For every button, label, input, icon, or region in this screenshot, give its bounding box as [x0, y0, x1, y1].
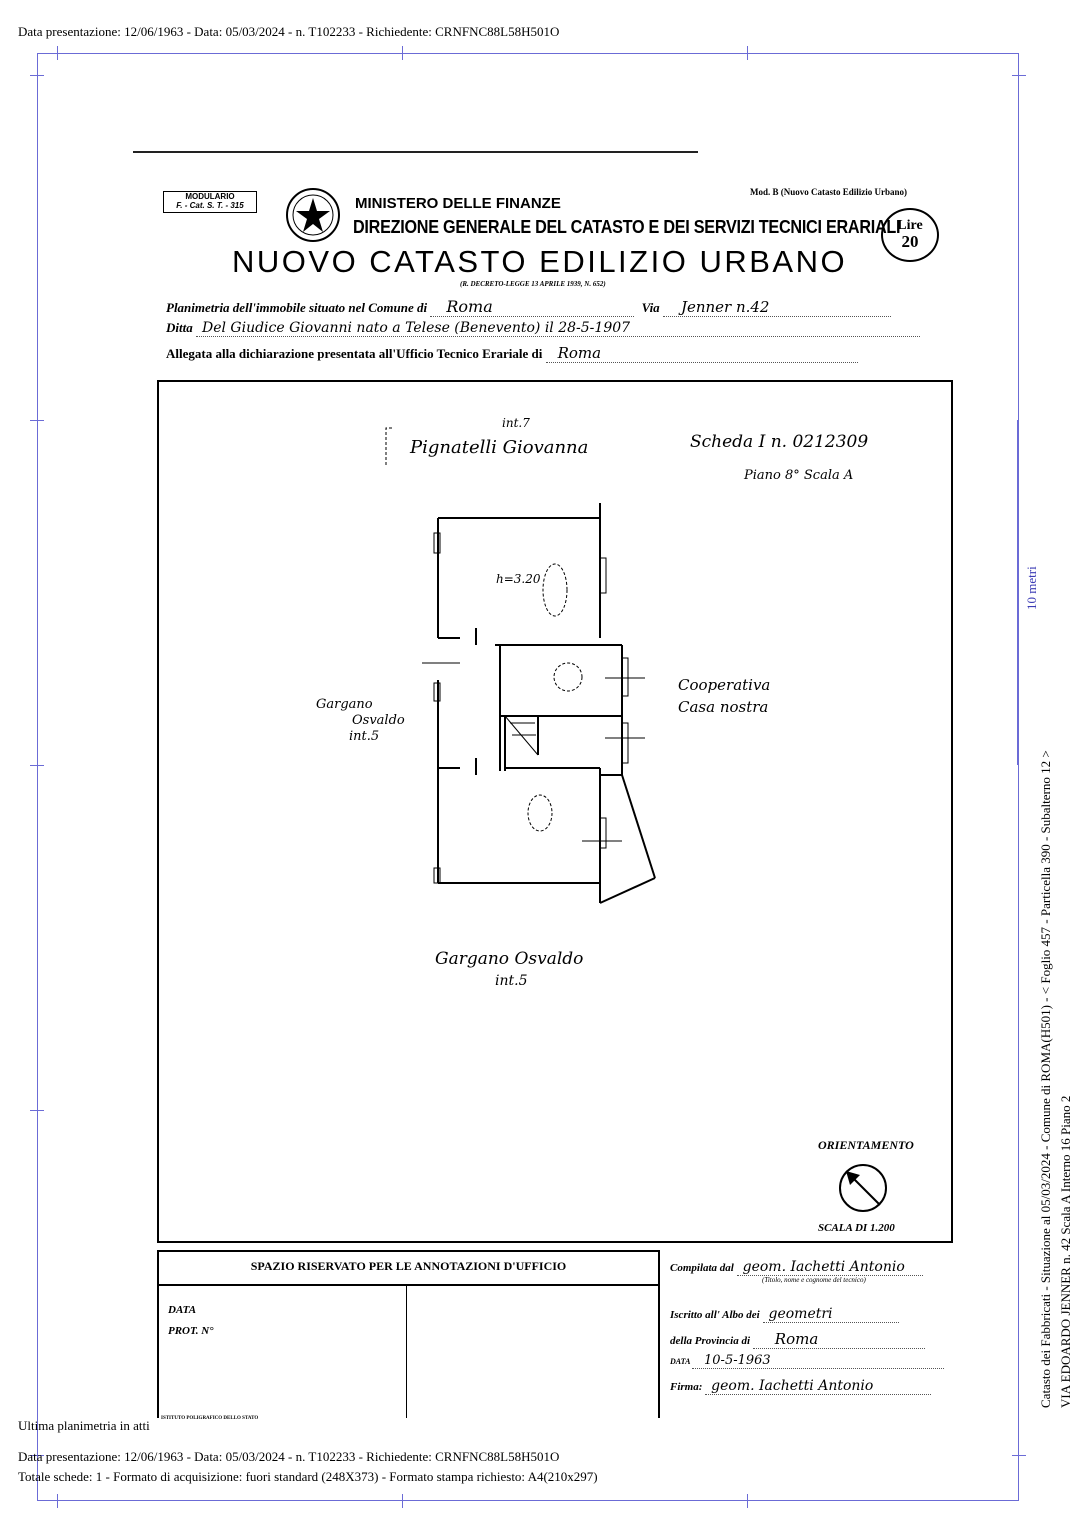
frame-tick	[1012, 75, 1026, 76]
price-value: 20	[901, 232, 919, 251]
emblem-icon	[284, 186, 342, 244]
modulario-label: MODULARIO	[185, 192, 235, 201]
compilata-label: Compilata dal	[670, 1262, 734, 1274]
office-title: SPAZIO RISERVATO PER LE ANNOTAZIONI D'UFFICIO	[250, 1259, 567, 1273]
side-text-2: VIA EDOARDO JENNER n. 42 Scala A Interno 16 Piano 2	[1058, 1095, 1073, 1408]
iscritto-line	[670, 1306, 899, 1323]
ditta-label: Ditta	[166, 320, 193, 335]
firma-line	[670, 1378, 931, 1395]
price-stamp	[881, 208, 939, 262]
direction: DIREZIONE GENERALE DEL CATASTO E DEI SERVIZI TECNICI ERARIALI	[353, 217, 901, 237]
compilata-value: geom. Iachetti Antonio	[737, 1259, 923, 1276]
allegata-label: Allegata alla dichiarazione presentata all'Ufficio Tecnico Erariale di	[166, 346, 543, 361]
neighbor-top-int: int.7	[502, 416, 530, 430]
ufficio-value: Roma	[546, 344, 858, 363]
frame-tick	[747, 1494, 748, 1508]
office-box	[157, 1250, 660, 1418]
footer-line-2: Totale schede: 1 - Formato di acquisizione: fuori standard (248X373) - Formato stampa richiesto: A4(210x297)	[18, 1469, 598, 1484]
data-line	[670, 1353, 944, 1369]
neighbor-bottom-1: Gargano Osvaldo	[435, 949, 584, 969]
frame-tick	[30, 75, 44, 76]
ultima-label: Ultima planimetria in atti	[18, 1418, 150, 1433]
data-value: 10-5-1963	[692, 1353, 944, 1369]
provincia-label: della Provincia di	[670, 1335, 751, 1347]
compilata-note: (Titolo, nome e cognome del tecnico)	[762, 1276, 866, 1284]
neighbor-bottom-2: int.5	[495, 973, 528, 989]
frame-tick	[30, 420, 44, 421]
planimetria-label: Planimetria dell'immobile situato nel Comune di	[166, 300, 428, 315]
office-divider	[157, 1284, 660, 1286]
iscritto-label: Iscritto all' Albo dei	[670, 1309, 760, 1321]
ditta-value: Del Giudice Giovanni nato a Telese (Benevento) il 28-5-1907	[196, 320, 920, 337]
modulario-box	[163, 191, 257, 213]
office-prot: PROT. N°	[168, 1325, 214, 1337]
neighbor-bottom	[435, 948, 583, 992]
scala-label: SCALA DI 1.200	[818, 1222, 895, 1234]
via-label: Via	[641, 300, 660, 315]
compilata-line	[670, 1259, 923, 1276]
price-label: Lire	[897, 218, 923, 233]
firma-label: Firma:	[670, 1381, 703, 1393]
decree: (R. DECRETO-LEGGE 13 APRILE 1939, N. 652)	[460, 280, 606, 288]
scale-bar	[1017, 420, 1019, 765]
istituto-label: ISTITUTO POLIGRAFICO DELLO STATO	[161, 1416, 259, 1421]
comune-value: Roma	[430, 297, 634, 317]
frame-tick	[402, 1494, 403, 1508]
neighbor-right	[678, 674, 770, 718]
frame-tick	[30, 1110, 44, 1111]
firma-value: geom. Iachetti Antonio	[705, 1378, 931, 1395]
ditta-line	[166, 320, 920, 337]
form-title: NUOVO CATASTO EDILIZIO URBANO	[232, 244, 848, 279]
footer-line-1: Data presentazione: 12/06/1963 - Data: 05/03/2024 - n. T102233 - Richiedente: CRNFNC88L58H501O	[18, 1449, 560, 1464]
scheda-label: Scheda I n. 0212309	[690, 432, 869, 452]
orientamento-label: ORIENTAMENTO	[818, 1138, 914, 1152]
allegata-line	[166, 344, 858, 363]
compass-icon	[838, 1163, 888, 1213]
neighbor-left	[316, 697, 405, 745]
room-height: h=3.20	[496, 572, 541, 586]
frame-tick	[402, 46, 403, 60]
neighbor-left-3: int.5	[349, 729, 380, 744]
frame-tick	[30, 765, 44, 766]
neighbor-right-2: Casa nostra	[678, 698, 769, 716]
via-value: Jenner n.42	[663, 298, 891, 317]
top-rule	[133, 151, 698, 153]
neighbor-right-1: Cooperativa	[678, 676, 771, 694]
scale-label: 10 metri	[1024, 566, 1039, 610]
mod-b: Mod. B (Nuovo Catasto Edilizio Urbano)	[750, 187, 908, 197]
frame-tick	[57, 1494, 58, 1508]
provincia-line	[670, 1330, 925, 1349]
office-col-divider	[406, 1285, 407, 1418]
frame-tick	[747, 46, 748, 60]
data-label: DATA	[670, 1357, 691, 1366]
planimetria-line	[166, 297, 891, 317]
neighbor-left-2: Osvaldo	[352, 713, 405, 728]
modulario-code: F. - Cat. S. T. - 315	[176, 201, 244, 210]
neighbor-left-1: Gargano	[316, 697, 373, 712]
ministry: MINISTERO DELLE FINANZE	[355, 195, 561, 212]
header-line: Data presentazione: 12/06/1963 - Data: 05/03/2024 - n. T102233 - Richiedente: CRNFNC88L58H501O	[18, 24, 560, 39]
floor-plan-drawing	[160, 383, 950, 1240]
frame-tick	[1012, 1455, 1026, 1456]
neighbor-top: Pignatelli Giovanna	[410, 437, 589, 458]
side-text-1: Catasto dei Fabbricati - Situazione al 05/03/2024 - Comune di ROMA(H501) - < Foglio 457 - Particella 390 - Subalterno 12 >	[1038, 750, 1053, 1408]
frame-tick	[57, 46, 58, 60]
office-data: DATA	[168, 1304, 197, 1316]
provincia-value: Roma	[753, 1330, 925, 1349]
iscritto-value: geometri	[763, 1306, 899, 1323]
piano-label: Piano 8° Scala A	[744, 468, 854, 483]
